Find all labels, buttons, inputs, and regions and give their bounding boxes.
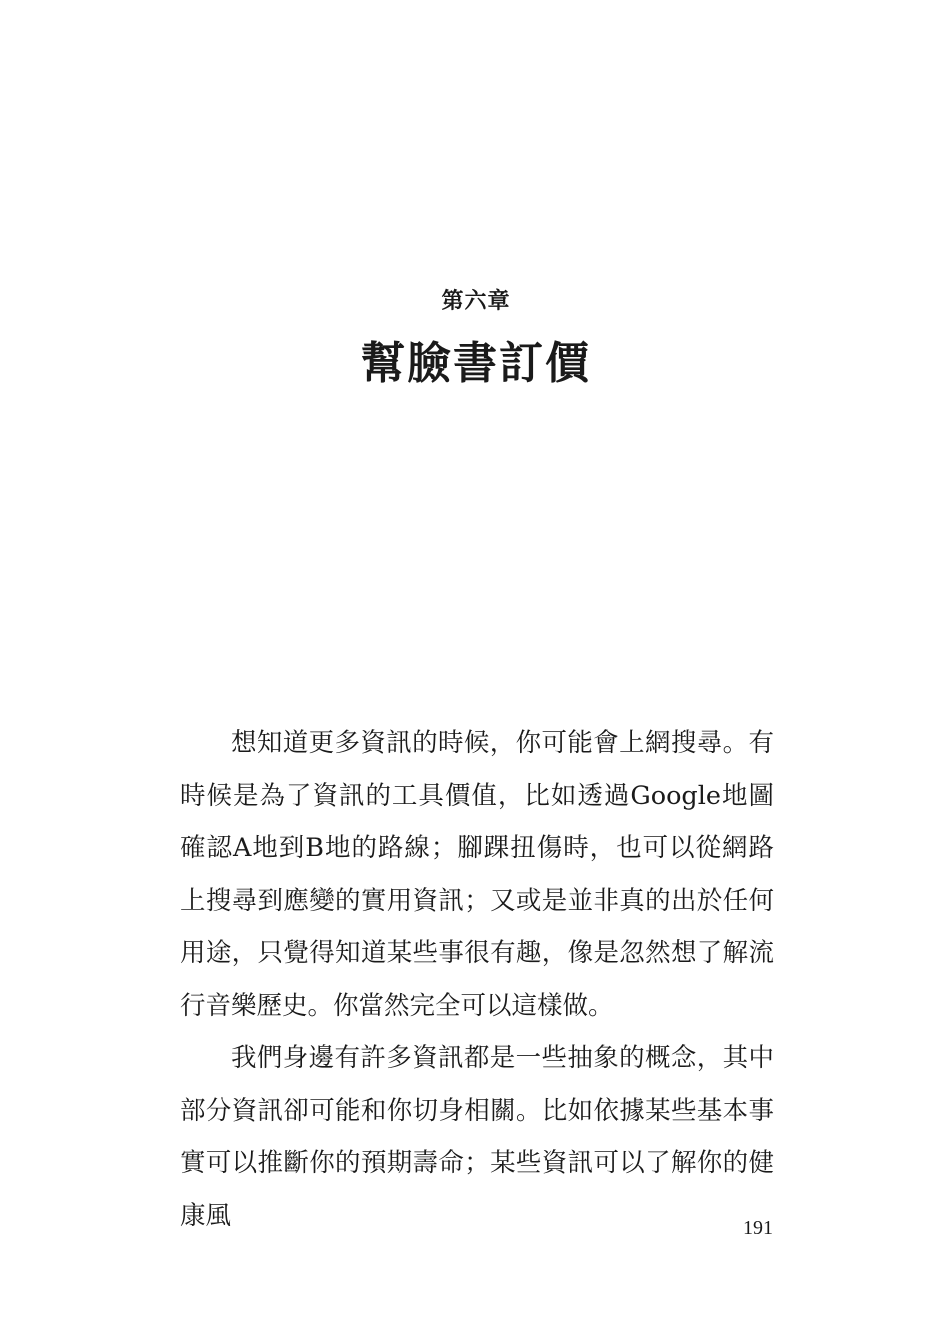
chapter-label: 第六章 <box>441 289 511 314</box>
page-number: 191 <box>743 1217 773 1239</box>
paragraph: 想知道更多資訊的時候，你可能會上網搜尋。有時候是為了資訊的工具價值，比如透過Google地圖確認A地到B地的路線；腳踝扭傷時，也可以從網路上搜尋到應變的實用資訊；又或是並非真的出於任何用途，只覺得知道某些事很有趣，像是忽然想了解流行音樂歷史。你當然完全可以這樣做。 <box>180 728 774 1021</box>
body-text <box>180 717 774 1242</box>
chapter-title: 幫臉書訂價 <box>361 338 591 389</box>
paragraph: 我們身邊有許多資訊都是一些抽象的概念，其中部分資訊卻可能和你切身相關。比如依據某些基本事實可以推斷你的預期壽命；某些資訊可以了解你的健康風 <box>180 1043 774 1231</box>
